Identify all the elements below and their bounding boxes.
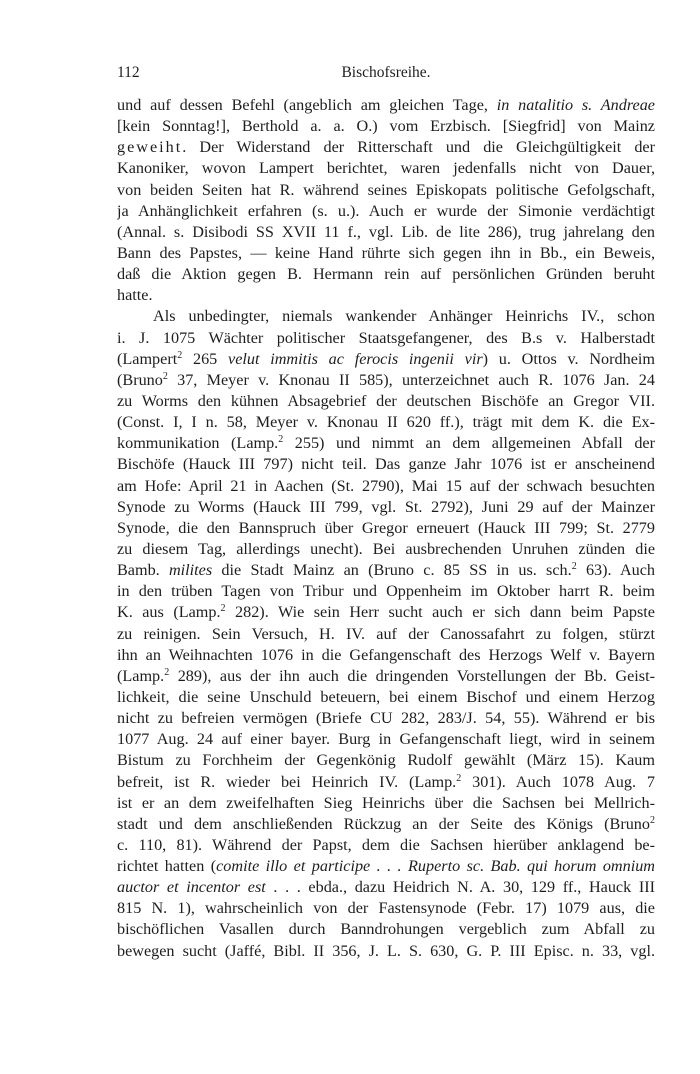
text-line: [117, 645, 655, 666]
text-run: (Const. I, I n. 58, Meyer v. Knonau II 620 ff.), trägt mit dem K. die Ex-: [117, 413, 655, 432]
text-line: [117, 729, 655, 750]
text-run: 301). Auch 1078 Aug. 7: [461, 772, 655, 791]
text-run: stadt und dem anschließenden Rückzug an der Seite des Königs (Bruno: [117, 814, 650, 833]
text-line: [117, 222, 655, 243]
text-line: [117, 856, 655, 877]
body-text: [117, 95, 655, 962]
text-line: [117, 877, 655, 898]
text-run: lichkeit, die seine Unschuld beteuern, bei einem Bischof und einem Herzog: [117, 687, 655, 706]
text-run: 282). Wie sein Herr sucht auch er sich dann beim Papste: [225, 603, 655, 622]
text-line: [117, 158, 655, 179]
text-line: [117, 539, 655, 560]
text-line: [117, 391, 655, 412]
footnote-superscript: 2: [650, 814, 655, 826]
footnote-superscript: 2: [164, 666, 170, 678]
text-line: [117, 750, 655, 771]
text-run: befreit, ist R. wieder bei Heinrich IV. (Lamp.: [117, 772, 457, 791]
italic-quote: velut immitis ac ferocis ingenii vir: [228, 349, 483, 368]
footnote-superscript: 2: [220, 603, 226, 615]
footnote-superscript: 2: [571, 561, 577, 573]
text-run: ist er an dem zweifelhaften Sieg Heinrichs über die Sachsen bei Mellrich-: [117, 793, 655, 812]
text-line: [117, 708, 655, 729]
text-run: Als unbedingter, niemals wankender Anhänger Heinrichs IV., schon: [153, 307, 655, 326]
running-title: Bischofsreihe.: [341, 64, 431, 81]
text-line: [117, 116, 655, 137]
text-run: zu Worms den kühnen Absagebrief der deutschen Bischöfe an Gregor VII.: [117, 391, 655, 410]
italic-quote: comite illo et participe . . . Ruperto sc. Bab. qui horum omnium: [216, 857, 655, 876]
text-run: bewegen sucht (Jaffé, Bibl. II 356, J. L. S. 630, G. P. III Episc. n. 33, vgl.: [117, 941, 655, 960]
text-run: 63). Auch: [576, 561, 655, 580]
text-run: zu diesem Tag, allerdings unecht). Bei ausbrechenden Unruhen zünden die: [117, 539, 655, 558]
text-line: [117, 560, 655, 581]
text-run: Bamb.: [117, 561, 169, 580]
text-line: [117, 518, 655, 539]
text-line: [117, 666, 655, 687]
text-run: ihn an Weihnachten 1076 in die Gefangenschaft des Herzogs Welf v. Bayern: [117, 645, 655, 664]
text-run: 37, Meyer v. Knonau II 585), unterzeichnet auch R. 1076 Jan. 24: [167, 370, 655, 389]
text-run: . . . ebda., dazu Heidrich N. A. 30, 129 ff., Hauck III: [265, 878, 655, 897]
text-line: [117, 454, 655, 475]
footnote-superscript: 2: [162, 370, 168, 382]
text-line: [117, 898, 655, 919]
text-line: [117, 137, 655, 158]
text-line: [117, 349, 655, 370]
text-line: [117, 602, 655, 623]
text-run: 265: [182, 349, 229, 368]
text-line: [117, 581, 655, 602]
text-run: Bischöfe (Hauck III 797) nicht teil. Das ganze Jahr 1076 ist er anscheinend: [117, 455, 655, 474]
text-run: nicht zu befreien vermögen (Briefe CU 282, 283/J. 54, 55). Während er bis: [117, 709, 655, 728]
text-run: und auf dessen Befehl (angeblich am gleichen Tage,: [117, 96, 497, 114]
text-run: am Hofe: April 21 in Aachen (St. 2790), Mai 15 auf der schwach besuchten: [117, 476, 655, 495]
text-run: (Annal. s. Disibodi SS XVII 11 f., vgl. Lib. de lite 286), trug jahrelang den: [117, 222, 655, 241]
text-run: (Lampert: [117, 349, 178, 368]
text-line: [117, 412, 655, 433]
text-run: die Stadt Mainz an (Bruno c. 85 SS in us. sch.: [212, 561, 572, 580]
text-line: [117, 476, 655, 497]
text-line: [117, 243, 655, 264]
text-line: [117, 264, 655, 285]
text-run: Synode zu Worms (Hauck III 799, vgl. St. 2792), Juni 29 auf der Mainzer: [117, 497, 655, 516]
text-line: [117, 624, 655, 645]
text-run: richtet hatten (: [117, 857, 217, 876]
text-line: [117, 433, 655, 454]
text-line: [117, 497, 655, 518]
text-line: [117, 941, 655, 962]
text-run: ja Anhänglichkeit erfahren (s. u.). Auch er wurde der Simonie verdächtigt: [117, 201, 655, 220]
text-run: zu reinigen. Sein Versuch, H. IV. auf der Canossafahrt zu folgen, stürzt: [117, 624, 655, 643]
text-run: 815 N. 1), wahrscheinlich von der Fastensynode (Febr. 17) 1079 aus, die: [117, 899, 655, 918]
text-run: Bann des Papstes, — keine Hand rührte sich gegen ihn in Bb., ein Beweis,: [117, 243, 655, 262]
text-line: [117, 306, 655, 327]
text-run: bischöflichen Vasallen durch Banndrohungen vergeblich zum Abfall zu: [117, 920, 655, 939]
italic-quote: auctor et incentor est: [117, 878, 266, 897]
text-run: in den trüben Tagen von Tribur und Oppenheim im Oktober harrt R. beim: [117, 582, 655, 601]
text-run: 289), aus der ihn auch die dringenden Vorstellungen der Bb. Geist-: [169, 666, 655, 685]
text-run: daß die Aktion gegen B. Hermann rein auf persönlichen Gründen beruht: [117, 265, 655, 284]
italic-quote: milites: [168, 561, 213, 580]
italic-quote: in natalitio s. Andreae: [496, 96, 655, 114]
text-run: Synode, die den Bannspruch über Gregor erneuert (Hauck III 799; St. 2779: [117, 518, 655, 537]
footnote-superscript: 2: [456, 772, 462, 784]
text-run: 1077 Aug. 24 auf einer bayer. Burg in Gefangenschaft liegt, wird in seinem: [117, 730, 655, 749]
text-line: [117, 180, 655, 201]
text-line: [117, 687, 655, 708]
footnote-superscript: 2: [177, 349, 183, 361]
text-run: ) u. Ottos v. Nordheim: [482, 349, 655, 368]
text-run: Bistum zu Forchheim der Gegenkönig Rudolf gewählt (März 15). Kaum: [117, 751, 655, 770]
text-line: [117, 772, 655, 793]
text-line: [117, 370, 655, 391]
text-line: [117, 835, 655, 856]
text-line: [117, 201, 655, 222]
text-run: Kanoniker, wovon Lampert berichtet, waren jedenfalls nicht von Dauer,: [117, 159, 655, 178]
text-line: [117, 793, 655, 814]
text-run: (Bruno: [117, 370, 163, 389]
text-run: von beiden Seiten hat R. während seines Episkopats politische Gefolgschaft,: [117, 180, 655, 199]
text-run: c. 110, 81). Während der Papst, dem die Sachsen hierüber anklagend be-: [117, 835, 655, 854]
text-line: [117, 919, 655, 940]
text-run: (Lamp.: [117, 666, 165, 685]
text-line: [117, 285, 655, 306]
text-run: [kein Sonntag!], Berthold a. a. O.) vom Erzbisch. [Siegfrid] von Mainz: [117, 117, 655, 136]
text-run: K. aus (Lamp.: [117, 603, 221, 622]
text-line: [117, 95, 655, 116]
text-run: . Der Widerstand der Ritterschaft und die Gleichgültigkeit der: [182, 138, 655, 157]
text-line: [117, 814, 655, 835]
text-run: kommunikation (Lamp.: [117, 434, 279, 453]
footnote-superscript: 2: [278, 434, 284, 446]
text-run: i. J. 1075 Wächter politischer Staatsgefangener, des B.s v. Halberstadt: [117, 328, 655, 347]
text-run: hatte.: [117, 286, 153, 305]
page-number: 112: [117, 64, 140, 81]
text-line: [117, 328, 655, 349]
text-run: 255) und nimmt an dem allgemeinen Abfall der: [283, 434, 655, 453]
spaced-emphasis: geweiht: [117, 138, 183, 157]
running-header: [117, 64, 655, 88]
